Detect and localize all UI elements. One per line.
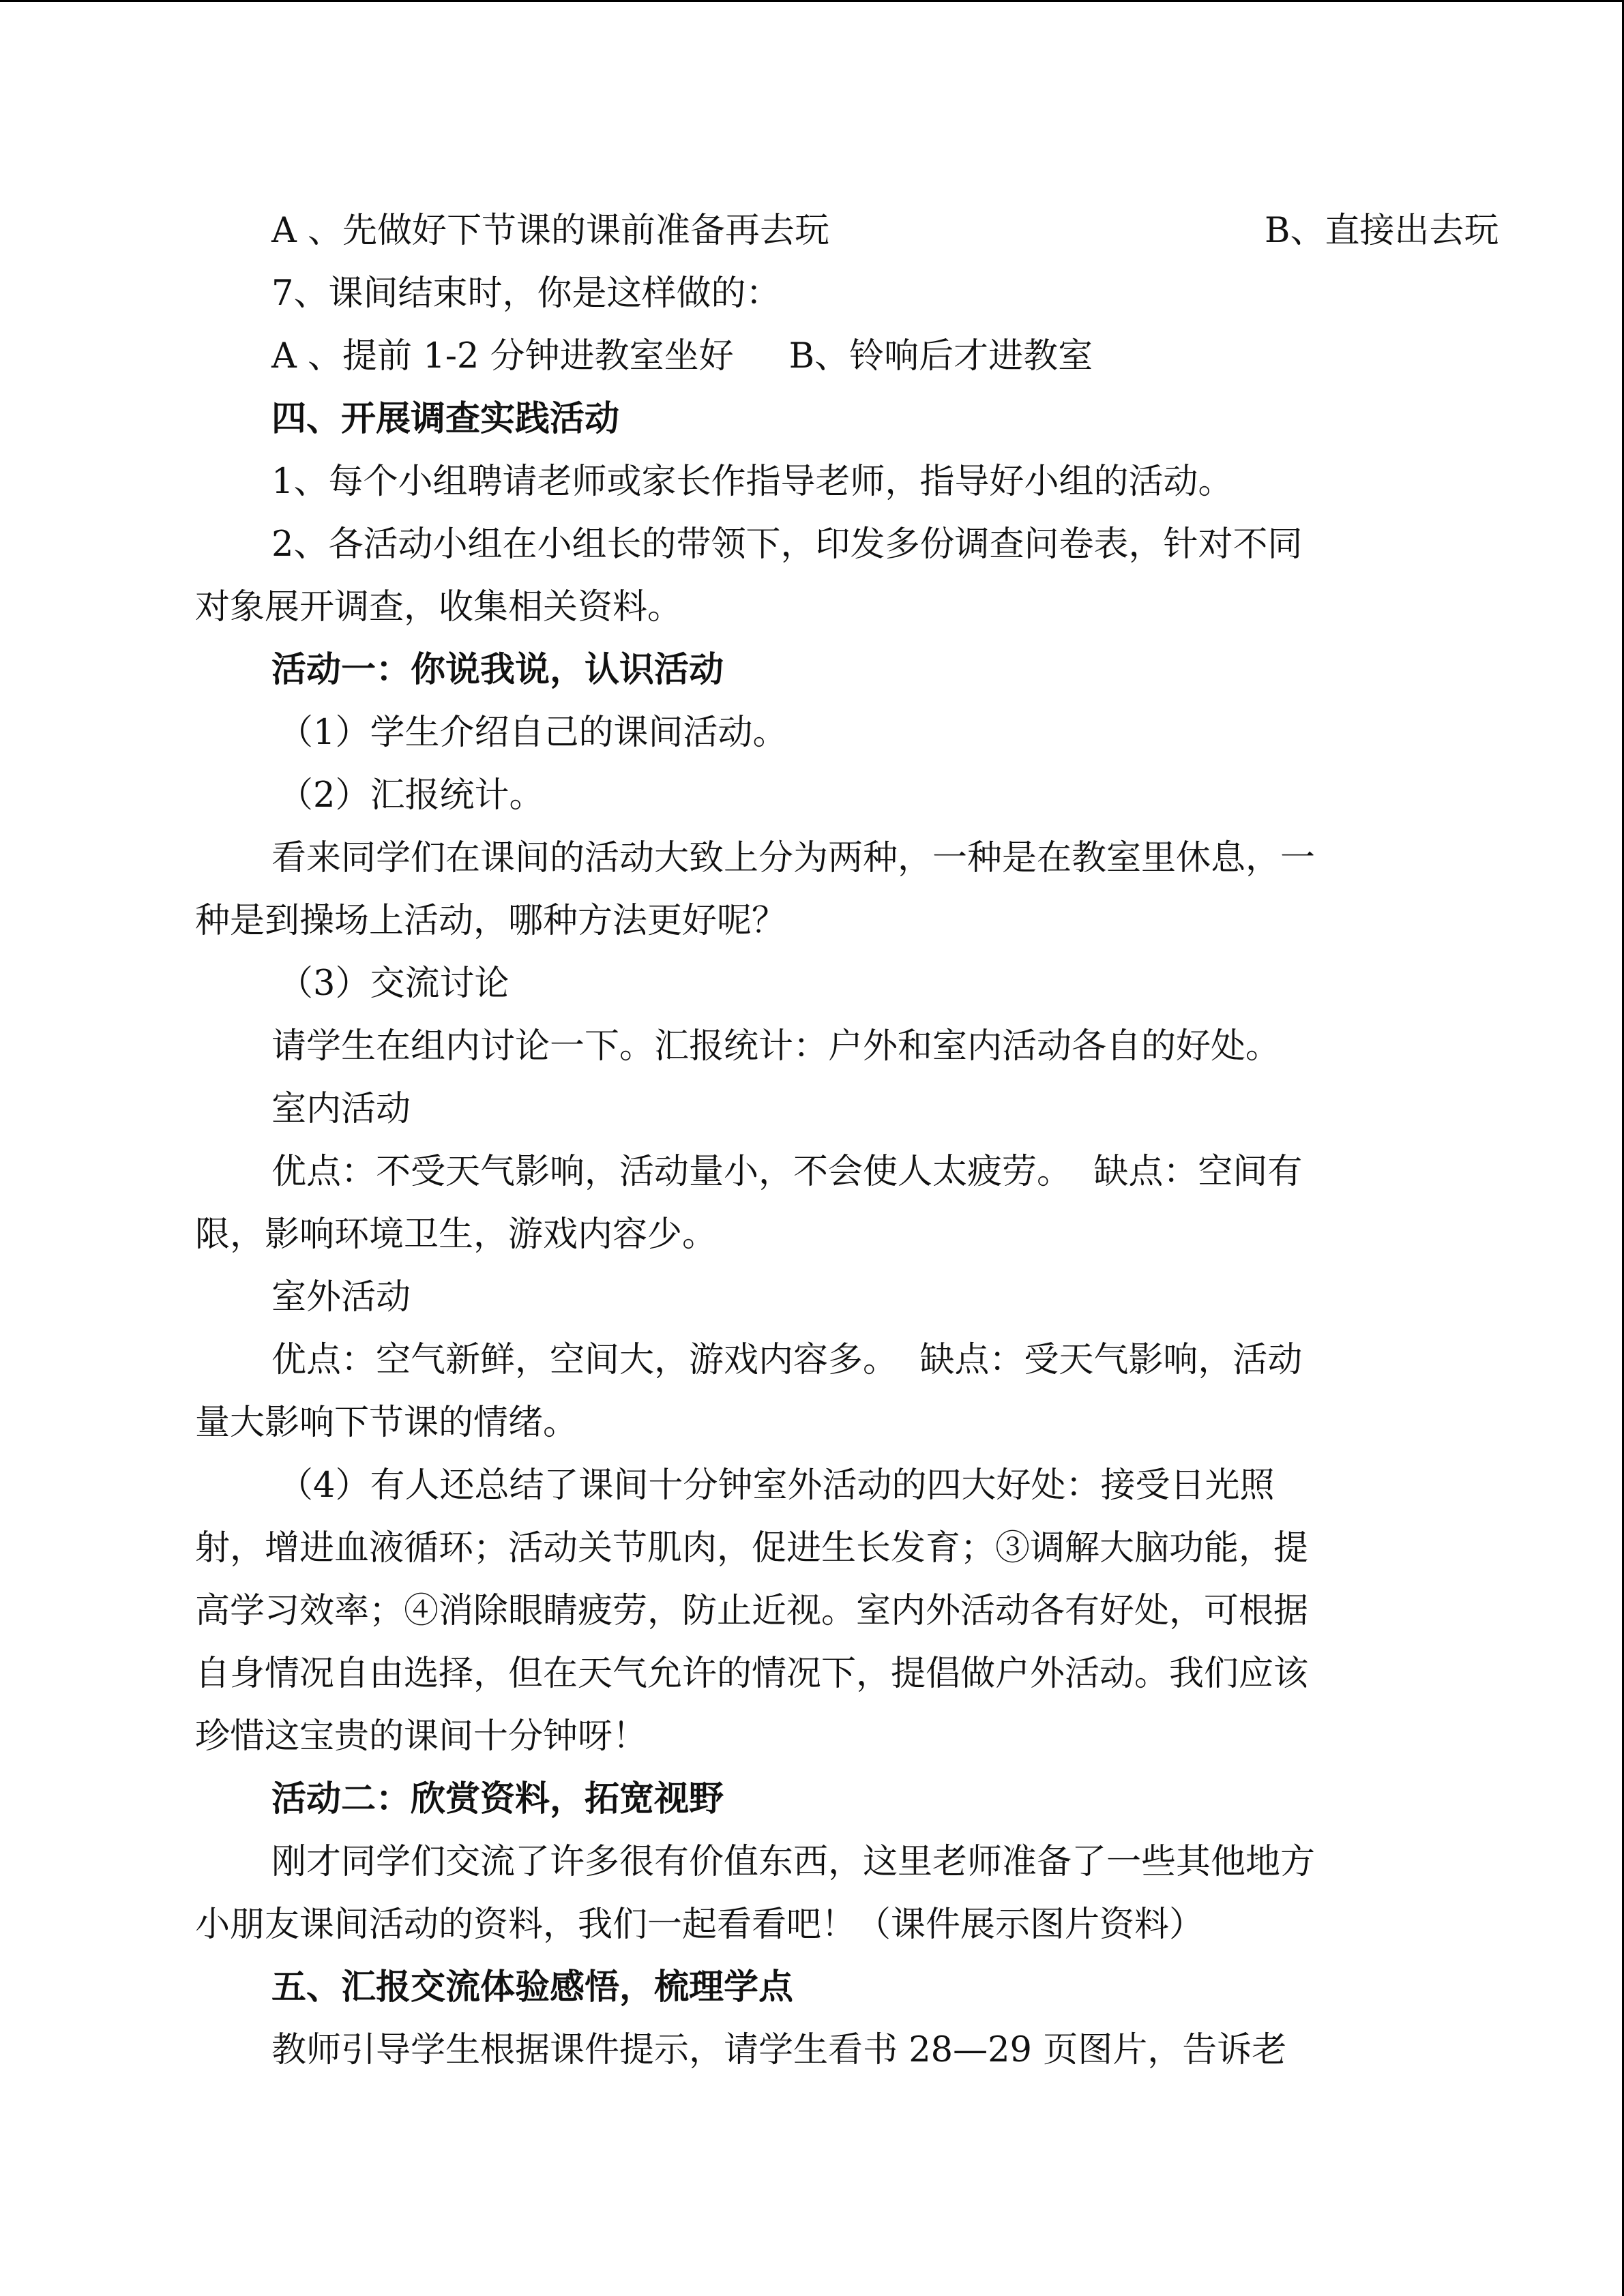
paragraph-line: 1、每个小组聘请老师或家长作指导老师，指导好小组的活动。: [271, 462, 1233, 502]
question-line: 7、课间结束时，你是这样做的：: [271, 273, 781, 314]
paragraph-line: 室外活动: [271, 1277, 411, 1317]
option-a-text: A 、先做好下节课的课前准备再去玩: [271, 211, 830, 251]
option-line: A 、提前 1-2 分钟进教室坐好 B、铃响后才进教室: [271, 336, 1093, 376]
paragraph-line: 珍惜这宝贵的课间十分钟呀！: [195, 1716, 648, 1757]
paragraph-line: 优点：不受天气影响，活动量小，不会使人太疲劳。 缺点：空间有: [271, 1152, 1303, 1192]
section-heading: 四、开展调查实践活动: [271, 399, 620, 439]
option-b-text: B、直接出去玩: [1265, 211, 1499, 251]
activity-heading: 活动二：欣赏资料，拓宽视野: [271, 1779, 724, 1819]
option-line: [271, 211, 1622, 252]
paragraph-line: 高学习效率；④消除眼睛疲劳，防止近视。室内外活动各有好处，可根据: [195, 1591, 1309, 1631]
paragraph-line: 射，增进血液循环；活动关节肌肉，促进生长发育；③调解大脑功能，提: [195, 1528, 1309, 1568]
paragraph-line: 种是到操场上活动，哪种方法更好呢？: [195, 901, 787, 941]
paragraph-line: （2）汇报统计。: [278, 775, 544, 816]
paragraph-line: 量大影响下节课的情绪。: [195, 1403, 578, 1443]
section-heading: 五、汇报交流体验感悟，梳理学点: [271, 1967, 794, 2008]
paragraph-line: 自身情况自由选择，但在天气允许的情况下，提倡做户外活动。我们应该: [195, 1654, 1309, 1694]
paragraph-line: （4）有人还总结了课间十分钟室外活动的四大好处：接受日光照: [278, 1465, 1275, 1506]
paragraph-line: （3）交流讨论: [278, 964, 510, 1004]
paragraph-line: 优点：空气新鲜，空间大，游戏内容多。 缺点：受天气影响，活动: [271, 1340, 1303, 1380]
paragraph-line: 刚才同学们交流了许多很有价值东西，这里老师准备了一些其他地方: [271, 1842, 1316, 1882]
paragraph-line: 限，影响环境卫生，游戏内容少。: [195, 1214, 718, 1255]
activity-heading: 活动一：你说我说，认识活动: [271, 650, 724, 690]
paragraph-line: 请学生在组内讨论一下。汇报统计：户外和室内活动各自的好处。: [271, 1026, 1281, 1067]
paragraph-line: 小朋友课间活动的资料，我们一起看看吧！（课件展示图片资料）: [195, 1905, 1205, 1945]
paragraph-line: 看来同学们在课间的活动大致上分为两种，一种是在教室里休息，一: [271, 838, 1316, 878]
paragraph-line: 对象展开调查，收集相关资料。: [195, 587, 683, 627]
paragraph-line: 2、各活动小组在小组长的带领下，印发多份调查问卷表，针对不同: [271, 524, 1303, 565]
paragraph-line: 室内活动: [271, 1089, 411, 1129]
paragraph-line: 教师引导学生根据课件提示，请学生看书 28—29 页图片，告诉老: [271, 2030, 1287, 2070]
paragraph-line: （1）学生介绍自己的课间活动。: [278, 713, 788, 753]
